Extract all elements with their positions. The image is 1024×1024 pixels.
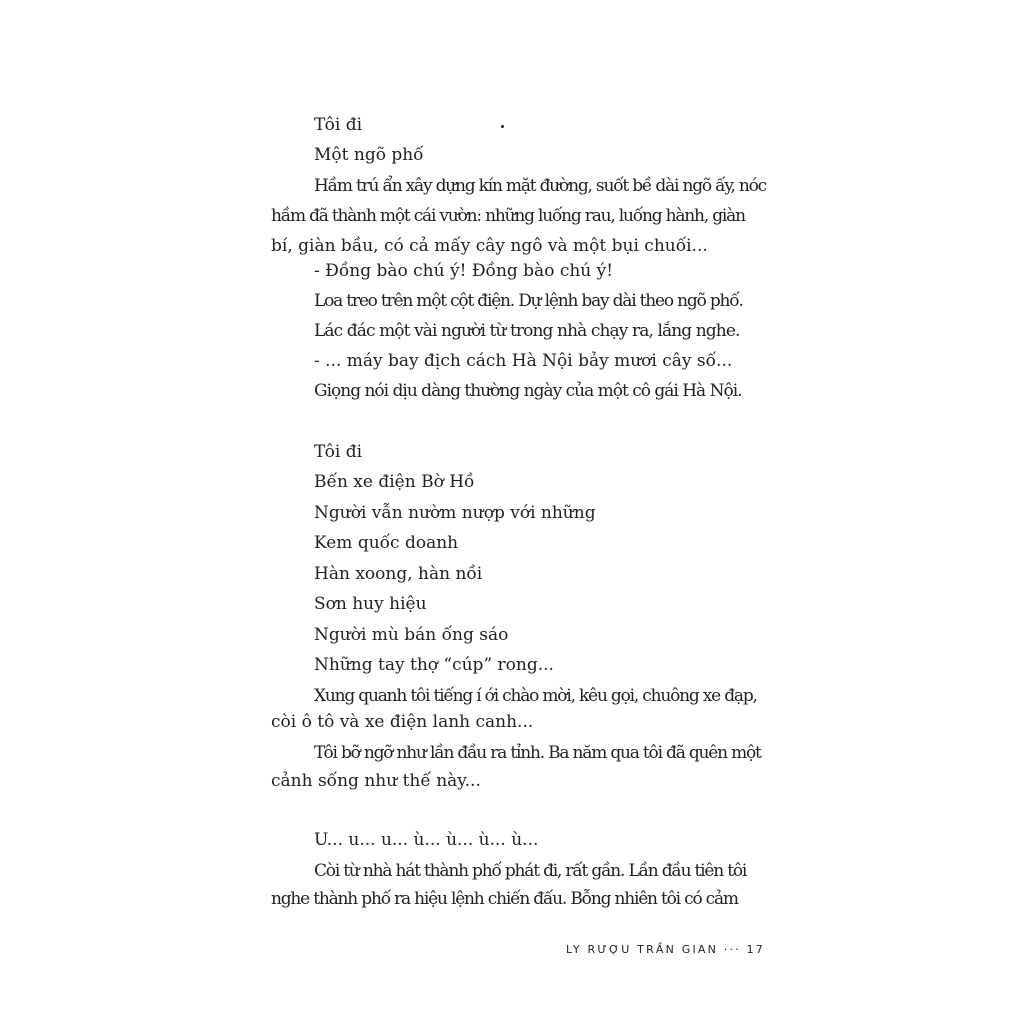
section1-line7: Giọng nói dịu dàng thường ngày của một cô gái Hà Nội. — [314, 381, 742, 401]
section2-para1-line2: còi ô tô và xe điện lanh canh... — [271, 712, 534, 732]
section3-line1: U... u... u... ù... ù... ù... ù... — [314, 830, 539, 850]
section2-para1-line1: Xung quanh tôi tiếng í ới chào mời, kêu gọi, chuông xe đạp, — [314, 686, 757, 706]
section1-para1-line1: Hầm trú ẩn xây dựng kín mặt đường, suốt bề dài ngõ ấy, nóc — [314, 176, 766, 196]
section2-line3: Người vẫn nườm nượp với những — [314, 503, 596, 523]
section1-line4: Loa treo trên một cột điện. Dự lệnh bay dài theo ngõ phố. — [314, 291, 743, 311]
section1-line5: Lác đác một vài người từ trong nhà chạy ra, lắng nghe. — [314, 321, 740, 341]
section2-line6: Sơn huy hiệu — [314, 594, 427, 614]
section1-para1-line2: hầm đã thành một cái vườn: những luống rau, luống hành, giàn — [271, 206, 745, 226]
section2-para2-line1: Tôi bỡ ngỡ như lần đầu ra tỉnh. Ba năm qua tôi đã quên một — [314, 743, 761, 763]
section2-line4: Kem quốc doanh — [314, 533, 459, 553]
section2-para2-line2: cảnh sống như thế này... — [271, 771, 481, 791]
section2-line1: Tôi đi — [314, 442, 363, 462]
section1-line2: Một ngõ phố — [314, 145, 424, 165]
section3-para1-line1: Còi từ nhà hát thành phố phát đi, rất gần. Lần đầu tiên tôi — [314, 861, 747, 881]
section2-line7: Người mù bán ống sáo — [314, 625, 509, 645]
section1-line3: - Đồng bào chú ý! Đồng bào chú ý! — [314, 261, 614, 281]
section2-line2: Bến xe điện Bờ Hồ — [314, 472, 475, 492]
running-footer: LY RƯỢU TRẦN GIAN ··· 17 — [566, 943, 765, 956]
section3-para1-line2: nghe thành phố ra hiệu lệnh chiến đấu. Bỗng nhiên tôi có cảm — [271, 889, 738, 909]
section1-para1-line3: bí, giàn bầu, có cả mấy cây ngô và một bụi chuối... — [271, 236, 708, 256]
section2-line8: Những tay thợ “cúp” rong... — [314, 655, 554, 675]
section2-line5: Hàn xoong, hàn nồi — [314, 564, 483, 584]
section1-line6: - ... máy bay địch cách Hà Nội bảy mươi cây số... — [314, 351, 733, 371]
section1-line1: Tôi đi — [314, 115, 363, 135]
ink-speck — [501, 125, 504, 128]
